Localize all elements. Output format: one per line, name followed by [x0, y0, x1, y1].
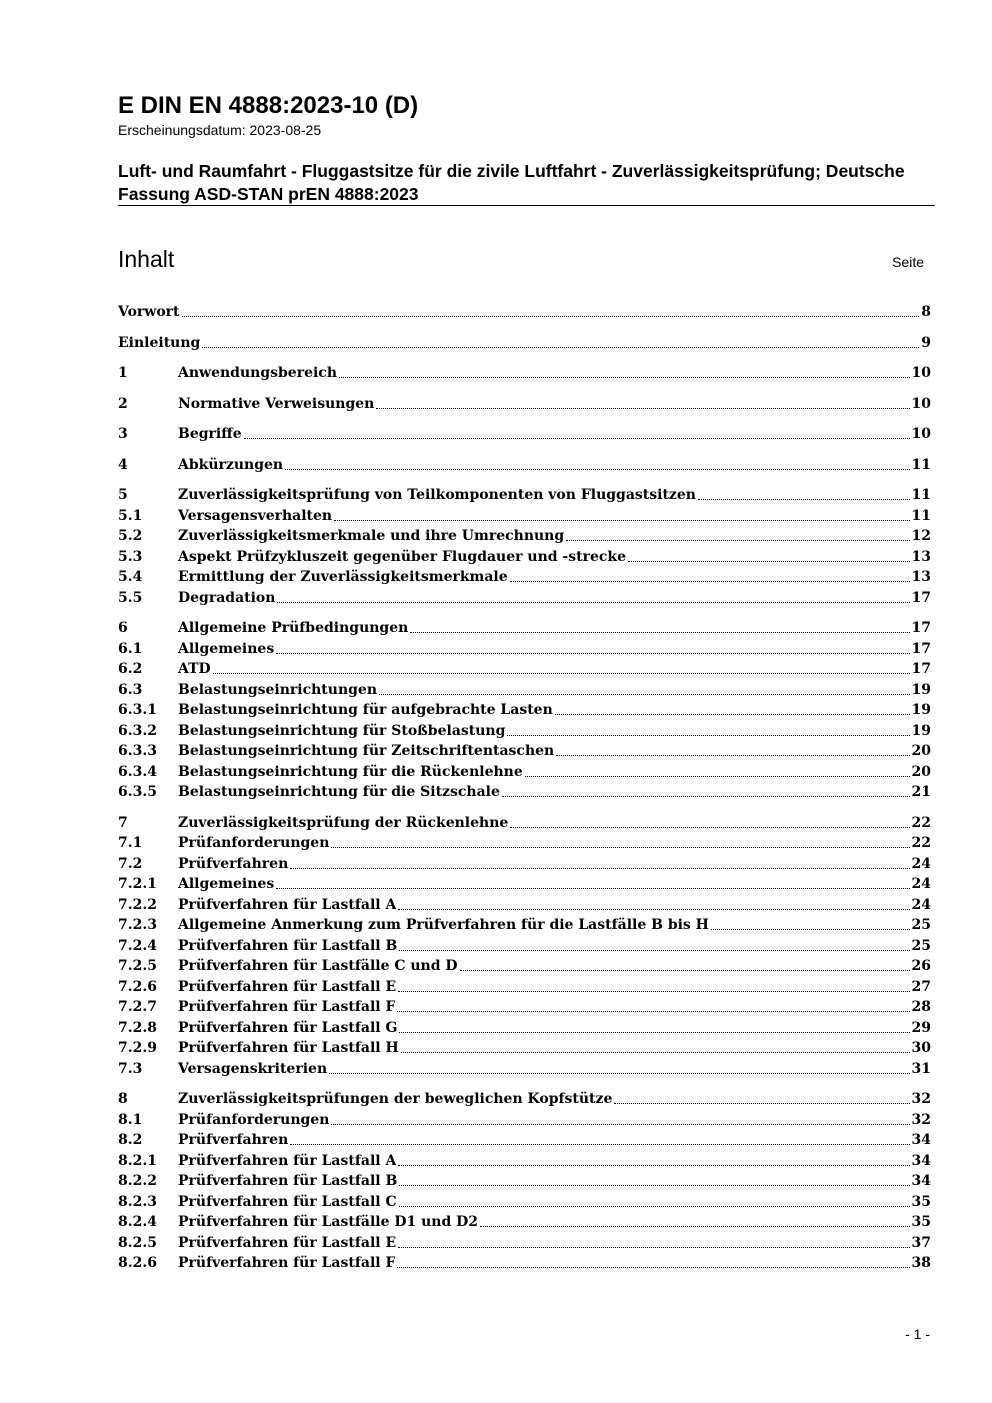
toc-entry-page: 32	[911, 1091, 931, 1107]
toc-entry-title: Anwendungsbereich	[178, 365, 337, 381]
toc-entry-number: 5.5	[118, 589, 143, 606]
toc-entry-number: 7.2.4	[118, 937, 157, 954]
toc-entry-page: 35	[911, 1193, 931, 1210]
toc-entry-title: Prüfverfahren für Lastfall A	[178, 896, 397, 913]
toc-dot-leader	[398, 909, 909, 910]
toc-entry-title: Abkürzungen	[178, 456, 284, 473]
toc-entry-title: Prüfverfahren für Lastfall H	[178, 1040, 399, 1056]
toc-entry-title: Prüfverfahren für Lastfall F	[178, 999, 396, 1015]
toc-entry[interactable]	[118, 485, 931, 505]
toc-entry-number: 7	[118, 814, 128, 831]
toc-entry[interactable]	[118, 333, 931, 353]
toc-entry[interactable]	[118, 302, 931, 322]
toc-entry-number: 6.3.4	[118, 763, 157, 780]
toc-dot-leader	[397, 1011, 909, 1012]
toc-entry-number: 7.2	[118, 855, 143, 872]
toc-entry-title: Prüfverfahren für Lastfall B	[178, 1173, 398, 1189]
toc-entry[interactable]	[118, 1233, 931, 1253]
toc-entry-title: Belastungseinrichtung für aufgebrachte Lasten	[178, 702, 553, 718]
toc-dot-leader	[379, 694, 910, 695]
toc-entry-page: 24	[911, 876, 931, 892]
toc-entry-title: Versagenskriterien	[178, 1060, 328, 1077]
toc-entry-title: Allgemeines	[178, 876, 275, 892]
toc-entry[interactable]	[118, 659, 931, 679]
toc-entry-page: 19	[911, 702, 931, 718]
document-subtitle: Luft- und Raumfahrt - Fluggastsitze für die zivile Luftfahrt - Zuverlässigkeitsprüfung; Deutsche Fassung ASD-STAN prEN 4888:2023	[118, 161, 905, 204]
toc-entry-page: 24	[911, 855, 931, 872]
toc-entry-number: 8	[118, 1091, 128, 1107]
toc-entry-title: Ermittlung der Zuverlässigkeitsmerkmale	[178, 569, 508, 585]
toc-entry-page: 38	[911, 1255, 931, 1271]
toc-entry-page: 20	[911, 763, 931, 780]
toc-entry-number: 6.3.3	[118, 743, 157, 759]
toc-entry-number: 8.2.4	[118, 1214, 157, 1230]
toc-dot-leader	[401, 1052, 910, 1053]
toc-entry[interactable]	[118, 506, 931, 526]
toc-entry-number: 7.1	[118, 835, 143, 851]
toc-entry-title: Prüfverfahren für Lastfall E	[178, 1234, 397, 1251]
toc-entry-page: 25	[911, 917, 931, 933]
toc-entry-title: Aspekt Prüfzykluszeit gegenüber Flugdauer und -strecke	[178, 548, 626, 565]
toc-entry-number: 7.2.6	[118, 978, 157, 995]
toc-dot-leader	[376, 408, 909, 409]
toc-entry-title: Normative Verweisungen	[178, 395, 375, 412]
toc-entry-page: 10	[911, 365, 931, 381]
toc-entry-title: Prüfverfahren für Lastfälle D1 und D2	[178, 1214, 479, 1230]
toc-entry-title: Prüfverfahren	[178, 1132, 289, 1148]
toc-entry-title: ATD	[178, 661, 211, 677]
toc-entry-page: 19	[911, 681, 931, 698]
toc-entry[interactable]	[118, 1192, 931, 1212]
toc-entry-page: 12	[911, 528, 931, 544]
publication-date: Erscheinungsdatum: 2023-08-25	[118, 122, 322, 138]
toc-entry[interactable]	[118, 700, 931, 720]
toc-entry-title: Prüfverfahren für Lastfall F	[178, 1255, 396, 1271]
toc-entry-page: 22	[911, 814, 931, 831]
toc-entry-number: 5	[118, 487, 128, 503]
toc-entry-page: 9	[921, 334, 931, 351]
toc-entry[interactable]	[118, 1130, 931, 1150]
toc-entry-number: 8.2.1	[118, 1152, 157, 1169]
toc-entry[interactable]	[118, 567, 931, 587]
toc-entry-number: 8.2.2	[118, 1173, 157, 1189]
toc-entry-page: 24	[911, 896, 931, 913]
toc-entry-title: Belastungseinrichtungen	[178, 681, 378, 698]
toc-entry[interactable]	[118, 424, 931, 444]
toc-dot-leader	[399, 1206, 910, 1207]
toc-entry-number: 6.3.5	[118, 784, 157, 800]
toc-entry-number: 6.2	[118, 661, 143, 677]
toc-dot-leader	[213, 673, 910, 674]
toc-entry-number: 7.2.7	[118, 999, 157, 1015]
toc-dot-leader	[339, 377, 910, 378]
toc-entry-title: Belastungseinrichtung für Zeitschriftentaschen	[178, 743, 555, 759]
toc-entry[interactable]	[118, 526, 931, 546]
toc-dot-leader	[614, 1103, 909, 1104]
toc-entry-page: 37	[911, 1234, 931, 1251]
toc-entry-number: 1	[118, 365, 128, 381]
toc-entry-number: 8.2	[118, 1132, 143, 1148]
toc-entry-number: 2	[118, 395, 128, 412]
toc-entry[interactable]	[118, 874, 931, 894]
toc-dot-leader	[331, 847, 909, 848]
toc-entry-title: Prüfanforderungen	[178, 1111, 330, 1128]
toc-entry-number: 4	[118, 456, 128, 473]
toc-dot-leader	[399, 1185, 909, 1186]
toc-dot-leader	[698, 499, 910, 500]
toc-entry-title: Prüfverfahren für Lastfall A	[178, 1152, 397, 1169]
toc-entry-page: 17	[911, 589, 931, 606]
toc-dot-leader	[329, 1073, 909, 1074]
toc-entry-number: 5.2	[118, 528, 143, 544]
toc-entry[interactable]	[118, 1253, 931, 1273]
toc-dot-leader	[397, 1267, 909, 1268]
toc-entry-title: Degradation	[178, 589, 276, 606]
toc-dot-leader	[202, 347, 919, 348]
toc-entry[interactable]	[118, 1059, 931, 1079]
toc-entry[interactable]	[118, 394, 931, 414]
toc-entry-title: Zuverlässigkeitsprüfung von Teilkomponenten von Fluggastsitzen	[178, 487, 696, 503]
toc-entry[interactable]	[118, 1018, 931, 1038]
toc-entry[interactable]	[118, 782, 931, 802]
toc-dot-leader	[290, 868, 909, 869]
toc-entry-title: Prüfverfahren für Lastfall E	[178, 978, 397, 995]
toc-entry[interactable]	[118, 1212, 931, 1232]
toc-entry-page: 35	[911, 1214, 931, 1230]
toc-entry-title: Allgemeine Anmerkung zum Prüfverfahren für die Lastfälle B bis H	[178, 917, 709, 933]
toc-entry-page: 30	[911, 1040, 931, 1056]
toc-entry-number: 7.2.8	[118, 1019, 157, 1036]
toc-entry[interactable]	[118, 455, 931, 475]
toc-dot-leader	[285, 469, 909, 470]
toc-dot-leader	[244, 438, 910, 439]
toc-dot-leader	[276, 653, 909, 654]
toc-entry-number: 6.3	[118, 681, 143, 698]
toc-entry[interactable]	[118, 854, 931, 874]
toc-entry-number: 7.3	[118, 1060, 143, 1077]
toc-dot-leader	[398, 1247, 909, 1248]
toc-dot-leader	[410, 632, 909, 633]
toc-dot-leader	[460, 970, 910, 971]
toc-entry-title: Belastungseinrichtung für die Sitzschale	[178, 784, 500, 800]
toc-entry-page: 13	[911, 569, 931, 585]
toc-entry[interactable]	[118, 618, 931, 638]
toc-entry-title: Prüfverfahren für Lastfall B	[178, 937, 398, 954]
toc-dot-leader	[566, 540, 909, 541]
toc-entry-page: 17	[911, 640, 931, 657]
toc-entry-page: 20	[911, 743, 931, 759]
toc-entry-page: 11	[911, 456, 931, 473]
toc-entry-page: 34	[911, 1152, 931, 1169]
toc-entry-page: 17	[911, 620, 931, 636]
toc-entry[interactable]	[118, 363, 931, 383]
toc-entry-title: Vorwort	[118, 304, 180, 320]
toc-entry-page: 13	[911, 548, 931, 565]
toc-entry-page: 17	[911, 661, 931, 677]
toc-entry[interactable]	[118, 762, 931, 782]
toc-dot-leader	[555, 714, 910, 715]
toc-entry-page: 19	[911, 722, 931, 739]
toc-heading: Inhalt	[118, 246, 175, 272]
toc-entry-page: 32	[911, 1111, 931, 1128]
toc-entry-page: 34	[911, 1173, 931, 1189]
toc-entry-page: 25	[911, 937, 931, 954]
toc-entry-page: 10	[911, 426, 931, 442]
toc-entry-title: Prüfverfahren für Lastfall G	[178, 1019, 398, 1036]
toc-dot-leader	[711, 929, 910, 930]
toc-entry-number: 6.3.2	[118, 722, 157, 739]
toc-entry[interactable]	[118, 813, 931, 833]
toc-entry-title: Einleitung	[118, 334, 201, 351]
toc-entry[interactable]	[118, 1171, 931, 1191]
toc-entry-number: 8.2.6	[118, 1255, 157, 1271]
toc-entry[interactable]	[118, 721, 931, 741]
toc-entry-title: Prüfanforderungen	[178, 835, 330, 851]
toc-dot-leader	[480, 1226, 910, 1227]
toc-dot-leader	[510, 581, 910, 582]
toc-entry-page: 26	[911, 958, 931, 974]
toc-entry[interactable]	[118, 1151, 931, 1171]
toc-entry-title: Zuverlässigkeitsmerkmale und ihre Umrechnung	[178, 528, 565, 544]
toc-entry-title: Versagensverhalten	[178, 507, 333, 524]
toc-entry[interactable]	[118, 1089, 931, 1109]
toc-entry[interactable]	[118, 997, 931, 1017]
toc-entry-title: Prüfverfahren für Lastfall C	[178, 1193, 397, 1210]
toc-page-label: Seite	[892, 254, 924, 270]
toc-entry-title: Prüfverfahren für Lastfälle C und D	[178, 958, 458, 974]
toc-dot-leader	[510, 827, 909, 828]
toc-entry[interactable]	[118, 936, 931, 956]
toc-entry-number: 8.2.5	[118, 1234, 157, 1251]
toc-entry-number: 7.2.1	[118, 876, 157, 892]
toc-entry-title: Allgemeine Prüfbedingungen	[178, 620, 409, 636]
toc-entry-number: 5.3	[118, 548, 143, 565]
toc-dot-leader	[628, 561, 910, 562]
toc-entry[interactable]	[118, 1038, 931, 1058]
toc-entry[interactable]	[118, 588, 931, 608]
toc-entry-page: 27	[911, 978, 931, 995]
toc-dot-leader	[556, 755, 909, 756]
toc-entry-title: Allgemeines	[178, 640, 275, 657]
toc-entry-number: 8.2.3	[118, 1193, 157, 1210]
toc-dot-leader	[276, 888, 909, 889]
toc-entry-page: 34	[911, 1132, 931, 1148]
toc-entry[interactable]	[118, 956, 931, 976]
toc-entry-title: Belastungseinrichtung für die Rückenlehne	[178, 763, 523, 780]
toc-entry-number: 7.2.5	[118, 958, 157, 974]
document-title: E DIN EN 4888:2023-10 (D)	[118, 92, 419, 119]
toc-dot-leader	[331, 1124, 909, 1125]
toc-entry-number: 8.1	[118, 1111, 143, 1128]
toc-entry-number: 5.4	[118, 569, 143, 585]
toc-entry-title: Begriffe	[178, 426, 242, 442]
toc-entry-title: Belastungseinrichtung für Stoßbelastung	[178, 722, 506, 739]
toc-dot-leader	[525, 776, 910, 777]
toc-entry-number: 7.2.9	[118, 1040, 157, 1056]
toc-dot-leader	[290, 1144, 909, 1145]
toc-entry-number: 7.2.3	[118, 917, 157, 933]
toc-entry[interactable]	[118, 680, 931, 700]
toc-entry[interactable]	[118, 741, 931, 761]
toc-entry-number: 3	[118, 426, 128, 442]
toc-dot-leader	[398, 991, 909, 992]
toc-entry[interactable]	[118, 977, 931, 997]
toc-entry[interactable]	[118, 639, 931, 659]
toc-entry-page: 28	[911, 999, 931, 1015]
toc-entry-page: 10	[911, 395, 931, 412]
toc-entry-number: 7.2.2	[118, 896, 157, 913]
page-number: - 1 -	[905, 1326, 930, 1342]
toc-entry-number: 6.1	[118, 640, 143, 657]
toc-entry[interactable]	[118, 1110, 931, 1130]
toc-entry-page: 8	[921, 304, 931, 320]
toc-entry-page: 11	[911, 507, 931, 524]
toc-entry-number: 5.1	[118, 507, 143, 524]
toc-dot-leader	[502, 796, 910, 797]
toc-entry-page: 11	[911, 487, 931, 503]
toc-entry-number: 6.3.1	[118, 702, 157, 718]
toc-dot-leader	[507, 735, 909, 736]
toc-entry-page: 29	[911, 1019, 931, 1036]
toc-dot-leader	[399, 950, 909, 951]
toc-dot-leader	[399, 1032, 909, 1033]
toc-dot-leader	[398, 1165, 909, 1166]
toc-dot-leader	[182, 316, 920, 317]
toc-entry-title: Zuverlässigkeitsprüfungen der beweglichen Kopfstütze	[178, 1091, 613, 1107]
toc-entry-number: 6	[118, 620, 128, 636]
toc-entry[interactable]	[118, 547, 931, 567]
toc-entry-title: Zuverlässigkeitsprüfung der Rückenlehne	[178, 814, 509, 831]
toc-entry-title: Prüfverfahren	[178, 855, 289, 872]
toc-entry[interactable]	[118, 833, 931, 853]
toc-dot-leader	[334, 520, 909, 521]
toc-entry[interactable]	[118, 915, 931, 935]
toc-entry-page: 31	[911, 1060, 931, 1077]
toc-entry[interactable]	[118, 895, 931, 915]
toc-dot-leader	[277, 602, 909, 603]
toc-entry-page: 21	[911, 784, 931, 800]
toc-entry-page: 22	[911, 835, 931, 851]
